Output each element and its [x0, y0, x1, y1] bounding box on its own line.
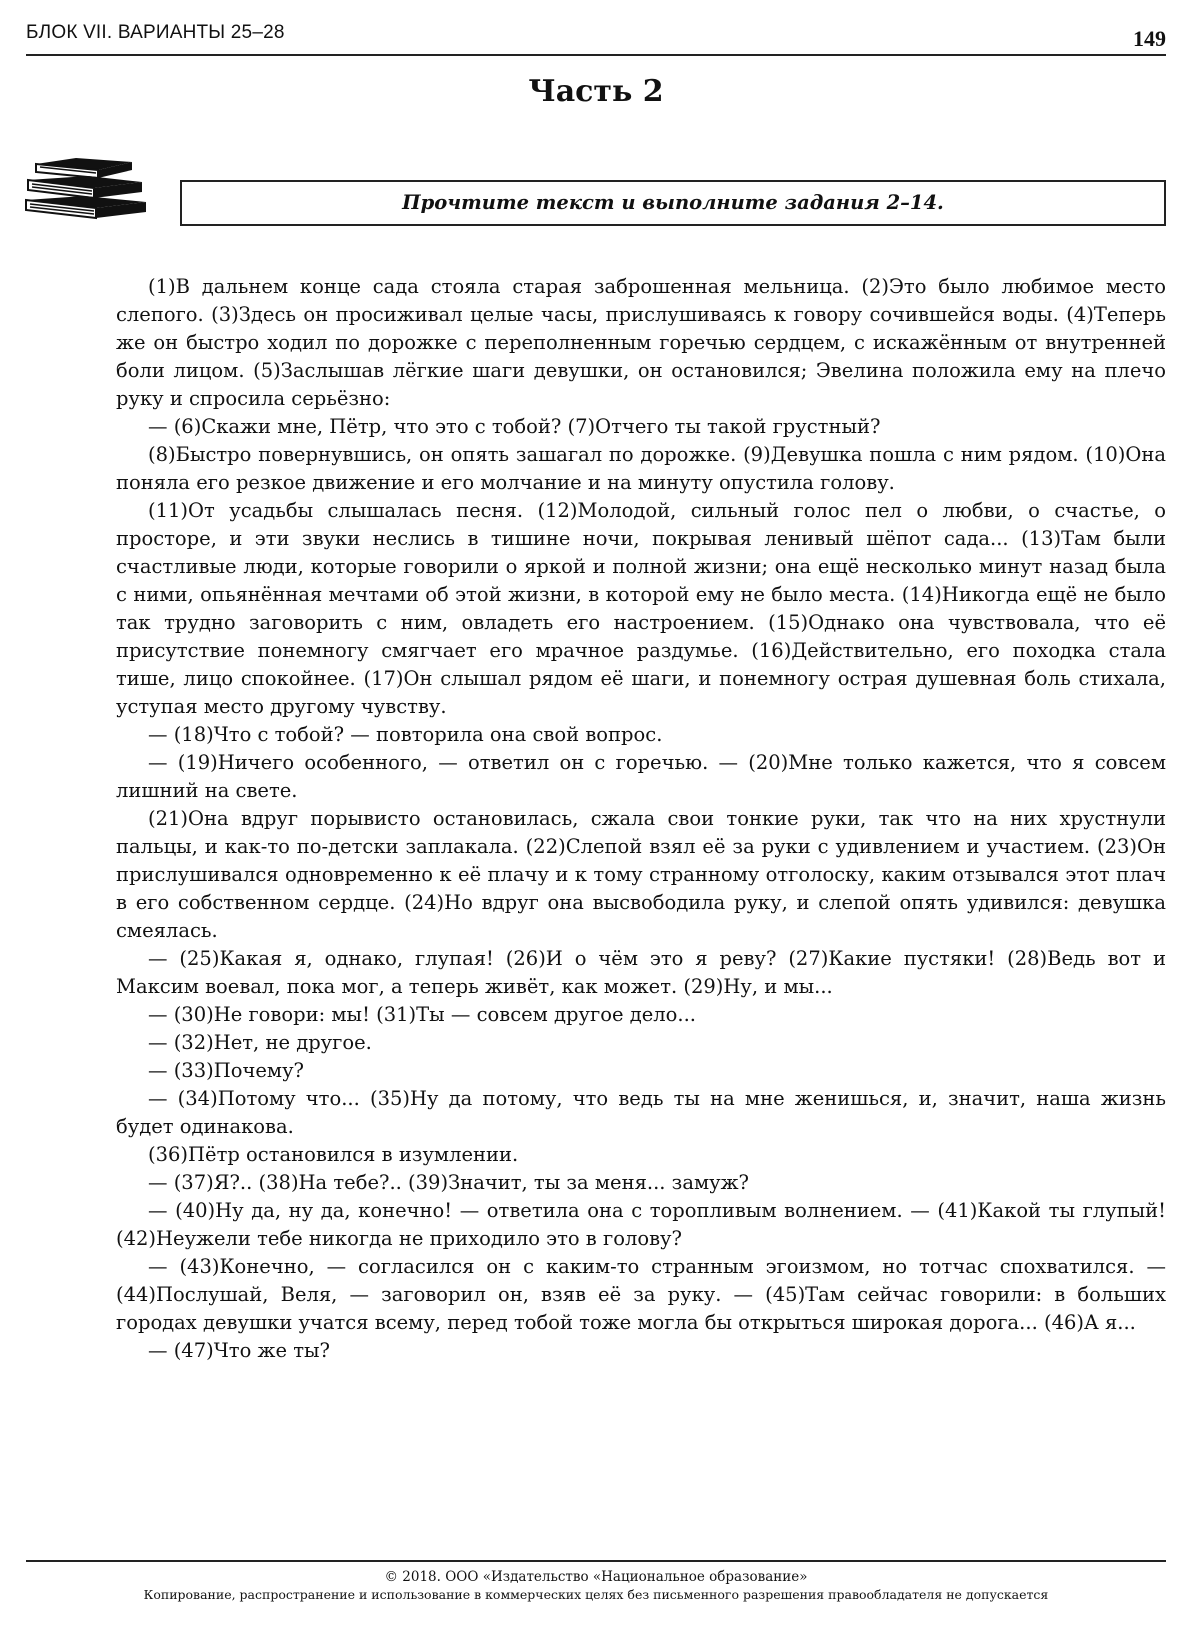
part-title: Часть 2: [528, 74, 664, 109]
instruction-text: Прочтите текст и выполните задания 2–14.: [402, 191, 944, 214]
text-paragraph: — (30)Не говори: мы! (31)Ты — совсем другое дело...: [148, 1003, 696, 1026]
copyright-line: © 2018. ООО «Издательство «Национальное образование»: [384, 1569, 808, 1585]
text-paragraph: (8)Быстро повернувшись, он опять зашагал по дорожке. (9)Девушка пошла с ним рядом. (10)Она поняла его резкое движение и его молчание и на минуту опустила голову.: [116, 443, 1166, 494]
header-section-title: БЛОК VII. ВАРИАНТЫ 25–28: [26, 22, 285, 43]
text-paragraph: — (25)Какая я, однако, глупая! (26)И о чём это я реву? (27)Какие пустяки! (28)Ведь вот и Максим воевал, пока мог, а теперь живёт, как может. (29)Ну, и мы...: [116, 947, 1166, 998]
books-icon: [24, 156, 150, 220]
instruction-box: [180, 180, 1166, 226]
page-number: 149: [1133, 26, 1166, 51]
text-paragraph: — (32)Нет, не другое.: [148, 1031, 372, 1054]
text-paragraph: — (19)Ничего особенного, — ответил он с горечью. — (20)Мне только кажется, что я совсем лишний на свете.: [116, 751, 1166, 802]
text-paragraph: — (40)Ну да, ну да, конечно! — ответила она с торопливым волнением. — (41)Какой ты глупый! (42)Неужели тебе никогда не приходило это в голову?: [116, 1199, 1166, 1250]
text-paragraph: — (6)Скажи мне, Пётр, что это с тобой? (7)Отчего ты такой грустный?: [148, 415, 881, 438]
text-paragraph: (36)Пётр остановился в изумлении.: [148, 1143, 519, 1166]
text-paragraph: — (18)Что с тобой? — повторила она свой вопрос.: [148, 723, 663, 746]
text-paragraph: — (47)Что же ты?: [148, 1339, 330, 1362]
text-paragraph: (1)В дальнем конце сада стояла старая заброшенная мельница. (2)Это было любимое место слепого. (3)Здесь он просиживал целые часы, прислушиваясь к говору сочившейся воды. (4)Теперь же он быстро ходил по дорожке с переполненным горечью сердцем, с искажённым от внутренней боли лицом. (5)Заслышав лёгкие шаги девушки, он остановился; Эвелина положила ему на плечо руку и спросила серьёзно:: [116, 275, 1166, 410]
text-paragraph: — (43)Конечно, — согласился он с каким-то странным эгоизмом, но тотчас спохватился. — (44)Послушай, Веля, — заговорил он, взяв её за руку. — (45)Там сейчас говорили: в больших городах девушки учатся всему, перед тобой тоже могла бы открыться широкая дорога... (46)А я...: [116, 1255, 1166, 1334]
copyright-notice: Копирование, распространение и использование в коммерческих целях без письменного разрешения правообладателя не допускается: [143, 1587, 1049, 1602]
text-paragraph: — (37)Я?.. (38)На тебе?.. (39)Значит, ты за меня... замуж?: [148, 1171, 749, 1194]
text-paragraph: — (34)Потому что... (35)Ну да потому, что ведь ты на мне женишься, и, значит, наша жизнь будет одинакова.: [116, 1087, 1166, 1138]
text-paragraph: — (33)Почему?: [148, 1059, 304, 1082]
running-header: [26, 18, 1166, 56]
text-paragraph: (11)От усадьбы слышалась песня. (12)Молодой, сильный голос пел о любви, о счастье, о просторе, и эти звуки неслись в тишине ночи, покрывая ленивый шёпот сада... (13)Там были счастливые люди, которые говорили о яркой и полной жизни; она ещё несколько минут назад была с ними, опьянённая мечтами об этой жизни, в которой ему не было места. (14)Никогда ещё не было так трудно заговорить с ним, овладеть его настроением. (15)Однако она чувствовала, что её присутствие понемногу смягчает его мрачное раздумье. (16)Действительно, его походка стала тише, лицо спокойнее. (17)Он слышал рядом её шаги, и понемногу острая душевная боль стихала, уступая место другому чувству.: [116, 499, 1166, 718]
text-paragraph: (21)Она вдруг порывисто остановилась, сжала свои тонкие руки, так что на них хрустнули пальцы, и как-то по-детски заплакала. (22)Слепой взял её за руки с удивлением и участием. (23)Он прислушивался одновременно к её плачу и к тому странному отголоску, каким отзывался этот плач в его собственном сердце. (24)Но вдруг она высвободила руку, и слепой опять удивился: девушка смеялась.: [116, 807, 1166, 942]
copyright-footer: [26, 1560, 1166, 1604]
reading-text: [116, 273, 1166, 1365]
